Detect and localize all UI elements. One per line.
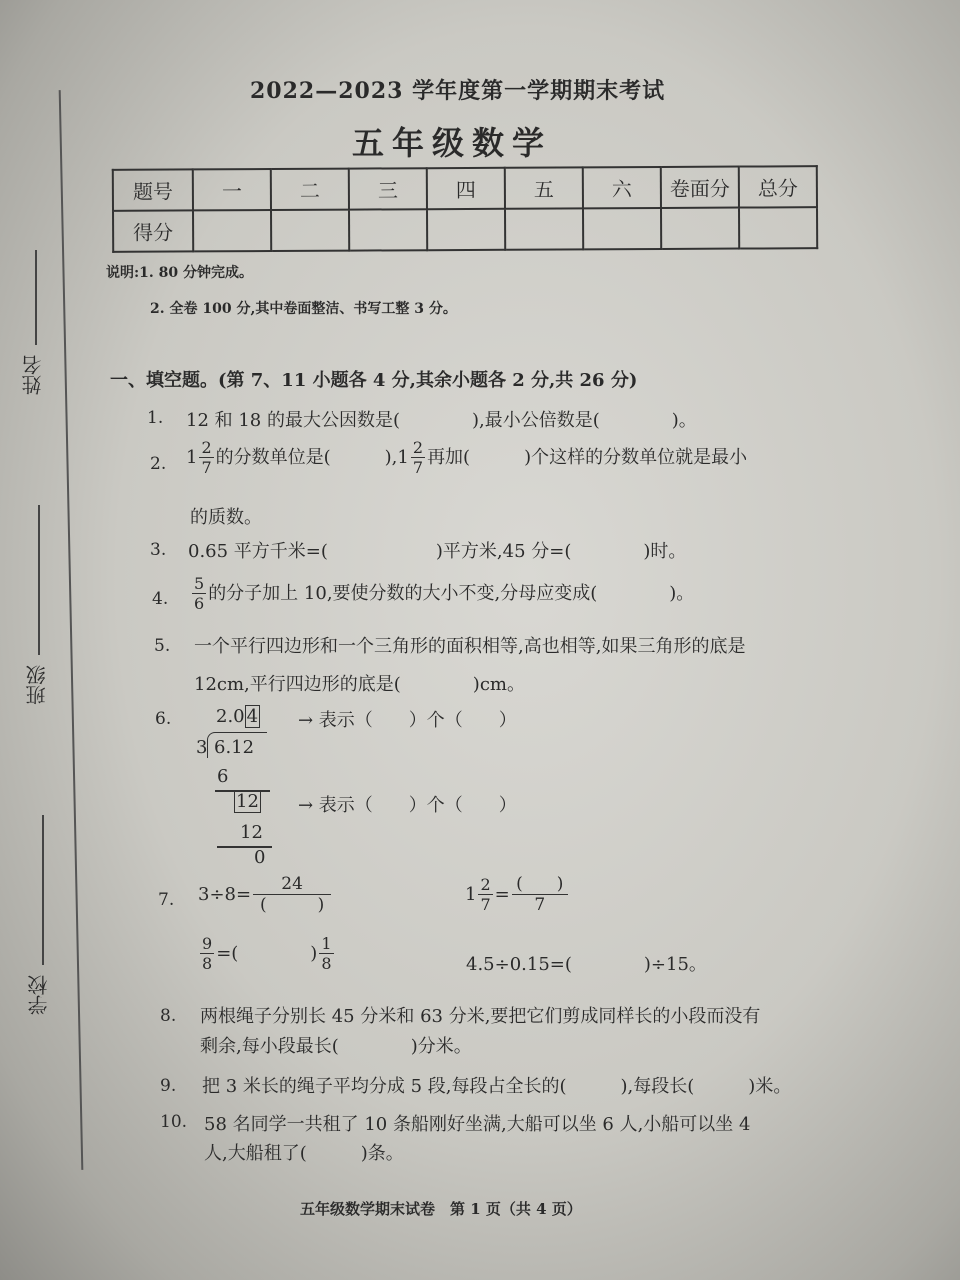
score-cell[interactable] (271, 210, 349, 251)
score-cell[interactable] (349, 209, 427, 250)
question-4 (190, 576, 694, 612)
question-9: 把 3 米长的绳子平均分成 5 段,每段占全长的( ),每段长( )米。 (202, 1076, 792, 1097)
table-row (113, 166, 817, 211)
header-cell: 三 (349, 168, 427, 209)
class-label: 班级 (25, 665, 49, 705)
header-cell: 四 (427, 168, 505, 209)
question-number: 7. (158, 890, 175, 910)
header-cell: 五 (505, 167, 583, 208)
header-cell: 二 (271, 169, 349, 210)
blank-label-1: → 表示（ ）个（ ） (298, 710, 517, 731)
row-label: 得分 (113, 210, 193, 251)
note-1: 说明:1. 80 分钟完成。 (106, 265, 254, 281)
whole: 1 (397, 447, 409, 468)
question-7a: 3÷8= $\frac{24}{( )}$ (198, 876, 333, 914)
question-7c: $\frac{9}{8}$ =( ) $\frac{1}{8}$ (202, 934, 332, 973)
header-cell: 六 (583, 167, 661, 208)
question-8-cont: 剩余,每小段最长( )分米。 (200, 1036, 472, 1057)
name-field[interactable] (35, 250, 37, 345)
step: 6 (217, 766, 229, 787)
remainder: 0 (254, 847, 266, 868)
question-3: 0.65 平方千米=( )平方米,45 分=( )时。 (188, 541, 687, 562)
question-number: 1. (147, 408, 164, 428)
note-2: 2. 全卷 100 分,其中卷面整洁、书写工整 3 分。 (150, 301, 457, 317)
header-cell: 一 (193, 169, 271, 210)
question-2-cont: 的质数。 (190, 507, 262, 528)
question-number: 9. (160, 1076, 177, 1096)
header-cell: 总分 (739, 166, 817, 207)
question-7b: 1 $\frac{2}{7}$ = $\frac{( )}{7}$ (465, 876, 570, 914)
class-field[interactable] (38, 505, 40, 655)
school-label: 学校 (27, 975, 51, 1015)
whole: 1 (186, 447, 198, 468)
division-quotient: 2.0 4 (216, 706, 259, 727)
school-field[interactable] (42, 815, 44, 965)
page-footer: 五年级数学期末试卷 第 1 页（共 4 页） (300, 1200, 582, 1218)
score-cell[interactable] (505, 208, 583, 249)
question-5-cont: 12cm,平行四边形的底是( )cm。 (194, 674, 525, 695)
question-number: 4. (152, 589, 169, 609)
header-cell: 题号 (113, 169, 193, 210)
score-cell[interactable] (739, 207, 817, 248)
divisor: 3 (196, 737, 208, 758)
fraction: $\frac{5}{6}$ (194, 574, 205, 613)
score-cell[interactable] (661, 208, 739, 249)
exam-title: 2022—2023 学年度第一学期期末考试 (250, 78, 666, 104)
question-10-cont: 人,大船租了( )条。 (204, 1143, 404, 1164)
step: 12 (240, 822, 263, 843)
question-number: 10. (160, 1112, 188, 1132)
score-table (112, 165, 818, 253)
boxed-digits: 12 (236, 791, 259, 812)
text: 的分数单位是( ), (215, 447, 398, 468)
dividend: 6.12 (214, 737, 255, 758)
question-10: 58 名同学一共租了 10 条船刚好坐满,大船可以坐 6 人,小船可以坐 4 (204, 1114, 751, 1135)
score-cell[interactable] (583, 208, 661, 249)
blank-label-2: → 表示（ ）个（ ） (298, 795, 517, 816)
question-1: 12 和 18 的最大公因数是( ),最小公倍数是( )。 (186, 410, 697, 431)
fraction: $\frac{2}{7}$ (412, 438, 424, 477)
question-7d: 4.5÷0.15=( )÷15。 (466, 954, 707, 975)
score-cell[interactable] (427, 209, 505, 250)
text: 再加( )个这样的分数单位就是最小 (427, 447, 748, 468)
question-number: 6. (155, 709, 172, 729)
question-number: 8. (160, 1006, 177, 1026)
question-8: 两根绳子分别长 45 分米和 63 分米,要把它们剪成同样长的小段而没有 (200, 1006, 761, 1027)
header-cell: 卷面分 (661, 167, 739, 208)
question-number: 2. (150, 454, 167, 474)
question-number: 3. (150, 540, 167, 560)
exam-subject: 五年级数学 (352, 124, 553, 162)
question-5: 一个平行四边形和一个三角形的面积相等,高也相等,如果三角形的底是 (194, 636, 746, 657)
text: 的分子加上 10,要使分数的大小不变,分母应变成( )。 (208, 583, 695, 604)
section-title: 一、填空题。(第 7、11 小题各 4 分,其余小题各 2 分,共 26 分) (110, 370, 638, 391)
table-row (113, 207, 817, 252)
question-2 (186, 440, 747, 476)
question-number: 5. (154, 636, 171, 656)
binding-line (59, 90, 83, 1170)
score-cell[interactable] (193, 210, 271, 251)
fraction: $\frac{2}{7}$ (201, 438, 212, 477)
name-label: 姓名 (21, 355, 45, 395)
